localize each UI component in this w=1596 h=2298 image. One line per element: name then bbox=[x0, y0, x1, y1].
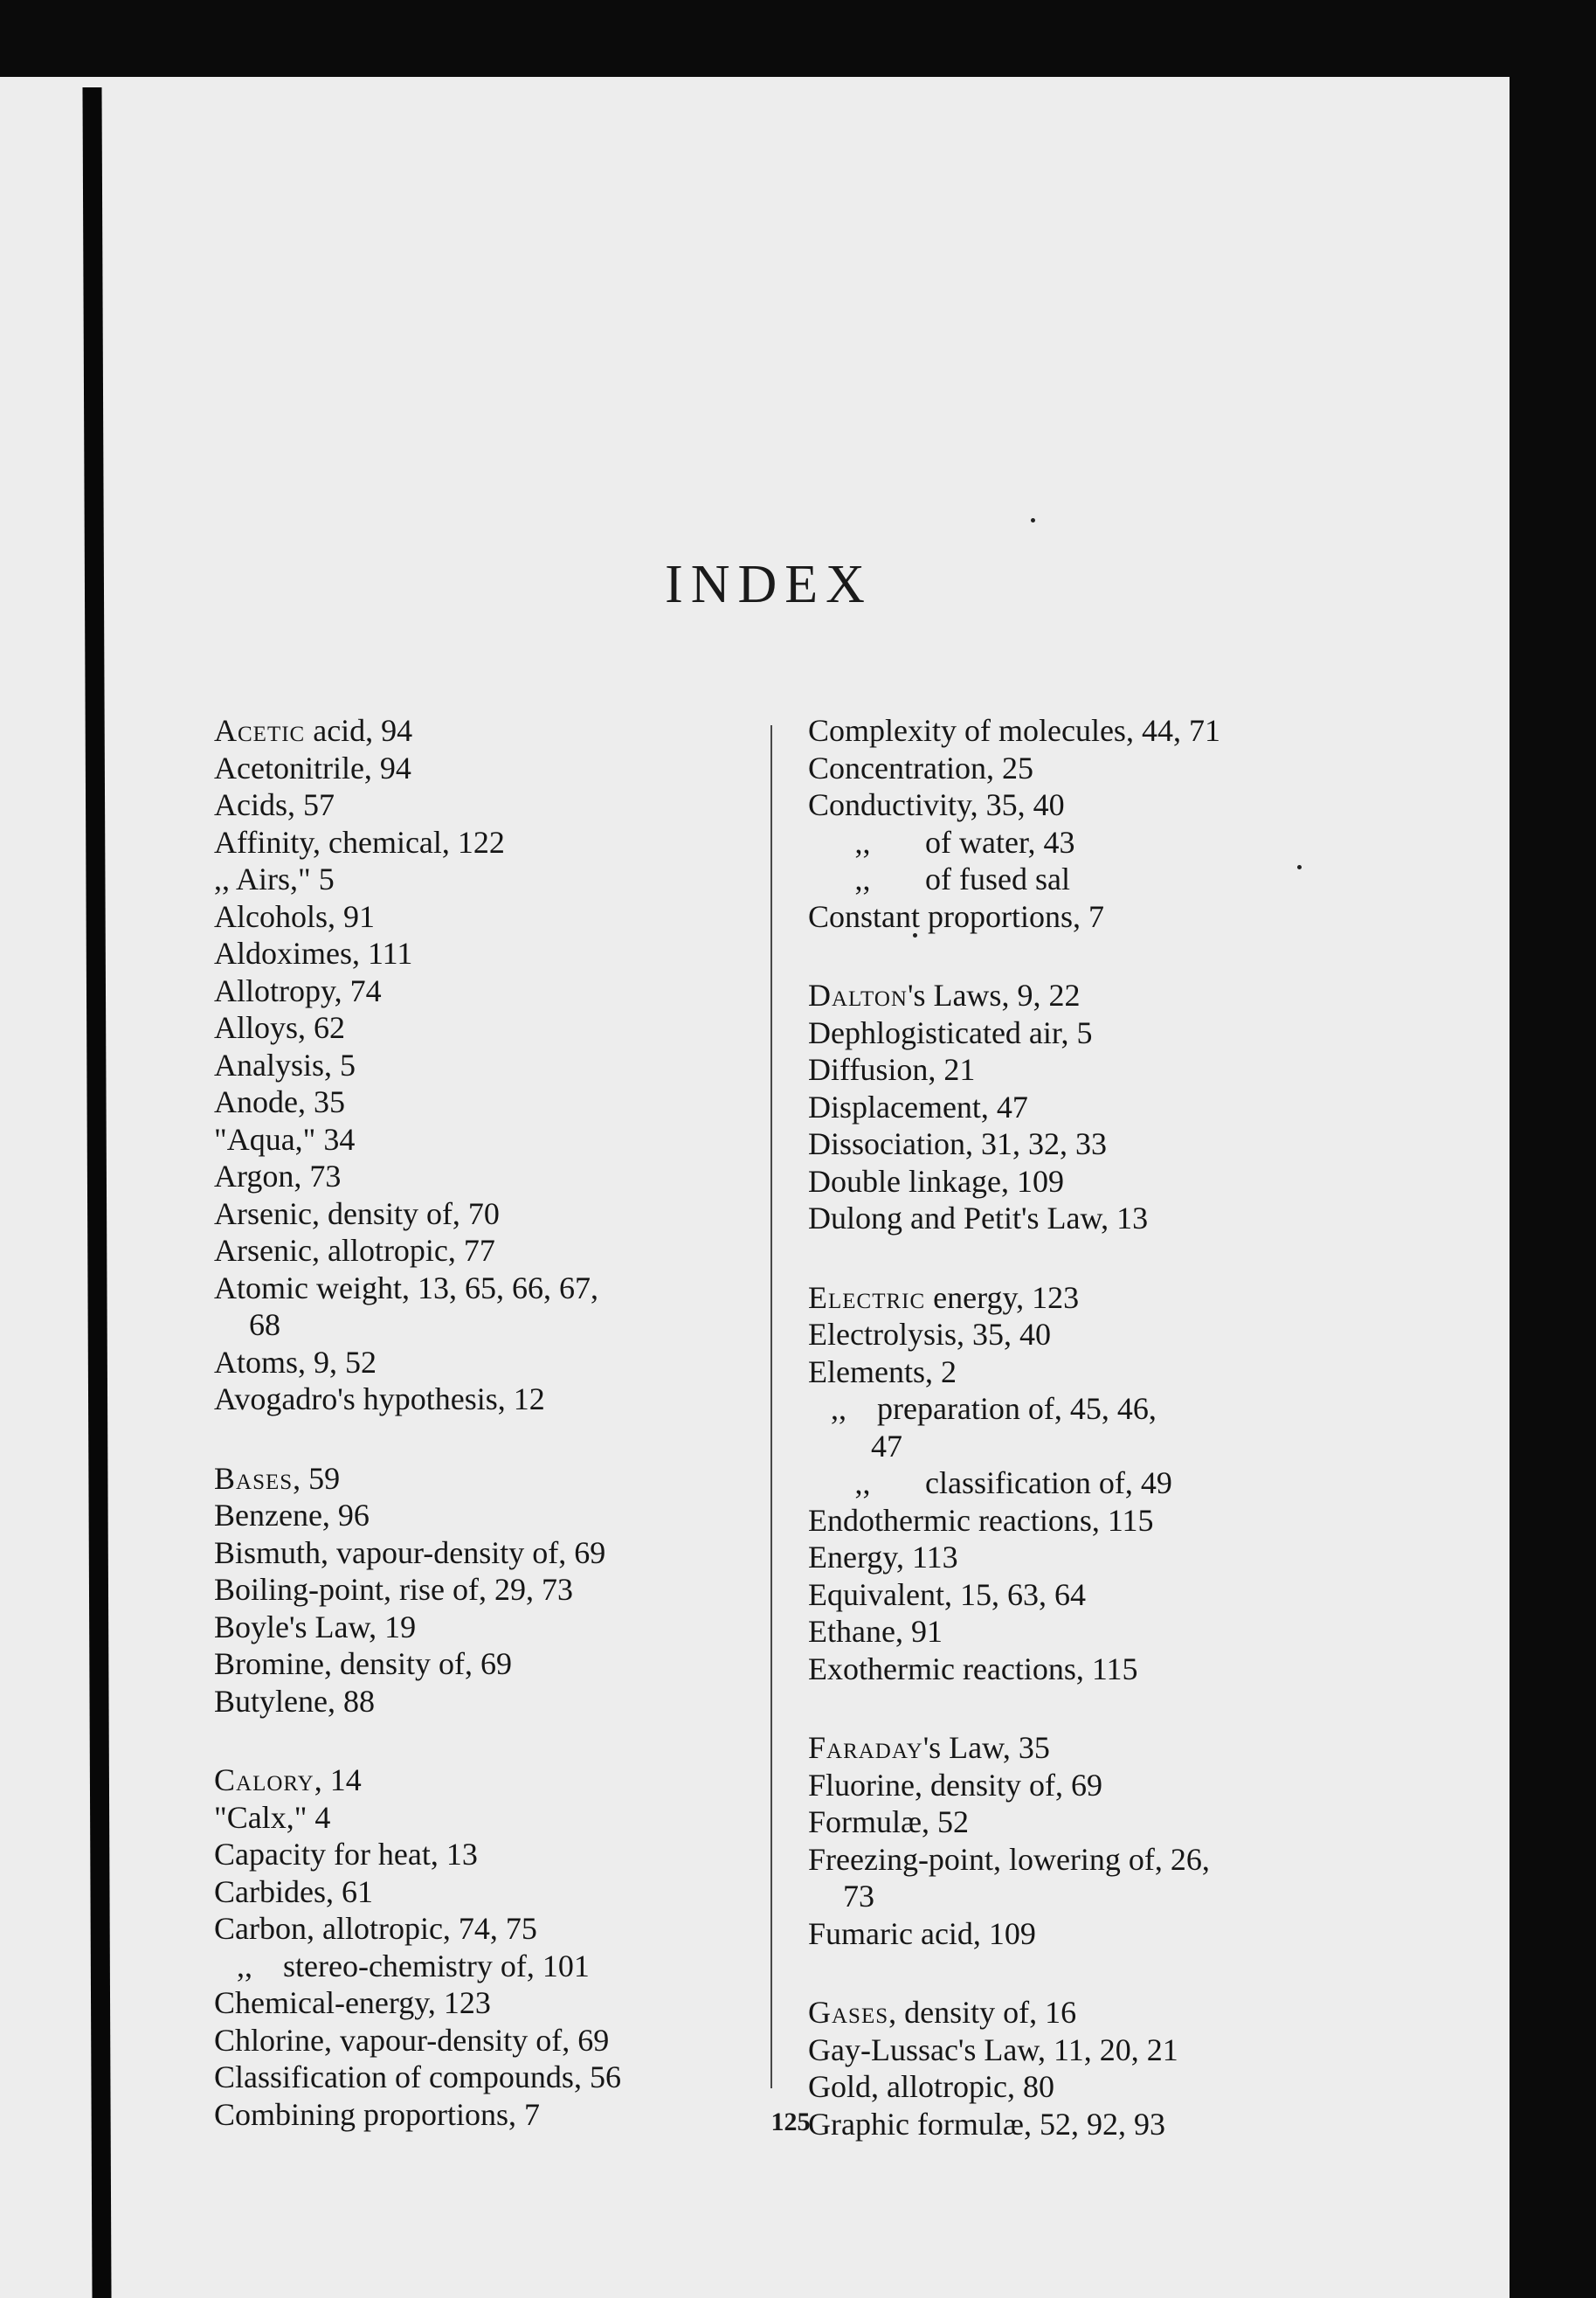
index-entry-text: Exothermic reactions, 115 bbox=[808, 1651, 1138, 1686]
index-entry-text: 47 bbox=[871, 1428, 902, 1464]
index-entry-text: , 14 bbox=[314, 1762, 362, 1797]
index-entry-text: stereo-chemistry of, 101 bbox=[275, 1948, 590, 1983]
index-entry-text: Chlorine, vapour-density of, 69 bbox=[214, 2022, 610, 2058]
index-entry bbox=[808, 1163, 1367, 1201]
index-entry-text: ,, Airs," 5 bbox=[214, 862, 335, 896]
index-entry bbox=[808, 1464, 1367, 1502]
index-section bbox=[214, 712, 782, 1418]
index-entry bbox=[808, 1200, 1367, 1237]
index-entry bbox=[214, 1910, 782, 1948]
index-entry-text: Butylene, 88 bbox=[214, 1683, 375, 1719]
index-entry-text: Gold, allotropic, 80 bbox=[808, 2069, 1054, 2104]
index-entry bbox=[214, 1344, 782, 1381]
index-entry-text: energy, 123 bbox=[925, 1279, 1080, 1315]
index-entry-text: Arsenic, density of, 70 bbox=[214, 1195, 500, 1231]
index-head-word: Faraday bbox=[808, 1730, 923, 1765]
print-speck bbox=[913, 933, 917, 938]
print-speck bbox=[1031, 518, 1035, 523]
column-divider bbox=[770, 725, 772, 2088]
index-entry-text: Bismuth, vapour-density of, 69 bbox=[214, 1534, 606, 1570]
index-entry-text: Complexity of molecules, 44, 71 bbox=[808, 713, 1220, 748]
index-entry-text: , 59 bbox=[293, 1460, 341, 1496]
index-head-word: Electric bbox=[808, 1279, 926, 1315]
index-entry-text: Anode, 35 bbox=[214, 1084, 345, 1119]
index-entry bbox=[871, 1428, 1367, 1465]
index-entry-text: Alcohols, 91 bbox=[214, 898, 375, 934]
index-entry bbox=[808, 1390, 1367, 1428]
index-entry-text: Boyle's Law, 19 bbox=[214, 1609, 417, 1644]
index-entry bbox=[214, 1270, 782, 1307]
index-entry bbox=[808, 1539, 1367, 1576]
index-entry-text: Affinity, chemical, 122 bbox=[214, 824, 505, 860]
index-entry-text: Equivalent, 15, 63, 64 bbox=[808, 1576, 1086, 1612]
index-entry bbox=[808, 977, 1367, 1014]
index-entry-text: Aldoximes, 111 bbox=[214, 936, 413, 971]
index-entry bbox=[214, 1984, 782, 2022]
index-entry bbox=[214, 972, 782, 1010]
index-entry bbox=[808, 898, 1367, 936]
index-entry bbox=[808, 1125, 1367, 1163]
index-entry-text: , density of, 16 bbox=[888, 1995, 1077, 2030]
index-entry bbox=[214, 712, 782, 750]
index-entry bbox=[808, 1915, 1367, 1953]
index-section bbox=[214, 1460, 782, 1720]
index-entry bbox=[808, 1353, 1367, 1391]
index-entry-text: Acids, 57 bbox=[214, 787, 335, 822]
index-entry bbox=[214, 1762, 782, 1799]
index-entry-text: Combining proportions, 7 bbox=[214, 2096, 541, 2132]
index-entry bbox=[214, 935, 782, 972]
index-entry bbox=[808, 750, 1367, 787]
index-entry-text: Classification of compounds, 56 bbox=[214, 2059, 621, 2094]
index-entry bbox=[808, 1014, 1367, 1052]
ditto-mark: ,, bbox=[854, 824, 871, 860]
index-entry bbox=[808, 1279, 1367, 1317]
index-entry-text: Atoms, 9, 52 bbox=[214, 1344, 377, 1380]
index-entry bbox=[214, 898, 782, 936]
index-entry bbox=[214, 824, 782, 862]
index-entry-text: Electrolysis, 35, 40 bbox=[808, 1317, 1051, 1352]
index-entry-text: "Calx," 4 bbox=[214, 1799, 331, 1835]
index-entry-text: Capacity for heat, 13 bbox=[214, 1837, 478, 1872]
index-entry bbox=[808, 712, 1367, 750]
index-entry-text: of water, 43 bbox=[917, 824, 1075, 860]
index-entry-text: Diffusion, 21 bbox=[808, 1052, 976, 1087]
page-number: 125 bbox=[770, 2108, 811, 2136]
index-entry bbox=[214, 1609, 782, 1646]
index-column-right bbox=[808, 712, 1367, 2184]
index-entry-text: Fumaric acid, 109 bbox=[808, 1915, 1036, 1951]
index-entry bbox=[214, 786, 782, 824]
index-entry bbox=[808, 2032, 1367, 2069]
index-entry bbox=[808, 1651, 1367, 1688]
index-entry-text: Avogadro's hypothesis, 12 bbox=[214, 1381, 545, 1416]
index-entry bbox=[808, 1803, 1367, 1841]
index-entry-text: Energy, 113 bbox=[808, 1540, 958, 1575]
index-entry bbox=[214, 1047, 782, 1084]
index-section bbox=[808, 1279, 1367, 1688]
index-head-word: Bases bbox=[214, 1460, 294, 1496]
index-entry bbox=[214, 1534, 782, 1572]
index-entry bbox=[808, 1089, 1367, 1126]
index-entry-text: Formulæ, 52 bbox=[808, 1804, 970, 1839]
index-section bbox=[808, 977, 1367, 1237]
index-entry bbox=[808, 1841, 1367, 1879]
index-entry bbox=[808, 1729, 1367, 1767]
index-entry bbox=[214, 1381, 782, 1418]
index-entry bbox=[808, 1051, 1367, 1089]
index-entry-text: Allotropy, 74 bbox=[214, 972, 382, 1008]
index-entry-text: acid, 94 bbox=[305, 713, 413, 748]
index-entry bbox=[214, 1460, 782, 1498]
index-entry bbox=[843, 1878, 1367, 1915]
index-section bbox=[808, 1729, 1367, 1952]
index-entry-text: Displacement, 47 bbox=[808, 1089, 1028, 1125]
index-entry-text: preparation of, 45, 46, bbox=[869, 1391, 1157, 1426]
index-entry-text: Alloys, 62 bbox=[214, 1010, 346, 1045]
index-entry bbox=[214, 1195, 782, 1233]
index-entry bbox=[214, 2022, 782, 2059]
ditto-mark: ,, bbox=[854, 1465, 871, 1500]
index-entry bbox=[214, 1836, 782, 1873]
index-entry bbox=[214, 1121, 782, 1159]
index-entry-text: Chemical-energy, 123 bbox=[214, 1985, 491, 2020]
index-entry-text: classification of, 49 bbox=[917, 1465, 1172, 1500]
index-head-word: Calory bbox=[214, 1762, 314, 1797]
index-entry-text: Double linkage, 109 bbox=[808, 1163, 1064, 1199]
index-entry-text: Acetonitrile, 94 bbox=[214, 750, 411, 786]
index-entry bbox=[808, 786, 1367, 824]
print-speck bbox=[1297, 865, 1302, 869]
index-entry-text: Atomic weight, 13, 65, 66, 67, bbox=[214, 1270, 598, 1305]
index-entry bbox=[808, 1767, 1367, 1804]
index-entry bbox=[214, 861, 782, 898]
ditto-mark: ,, bbox=[237, 1948, 252, 1983]
index-entry bbox=[808, 1502, 1367, 1540]
index-entry-text: Graphic formulæ, 52, 92, 93 bbox=[808, 2106, 1165, 2142]
index-entry bbox=[808, 1316, 1367, 1353]
index-head-word: Acetic bbox=[214, 713, 306, 748]
index-entry bbox=[214, 1571, 782, 1609]
index-entry bbox=[808, 1994, 1367, 2032]
index-entry-text: 's Laws, 9, 22 bbox=[907, 978, 1081, 1013]
index-entry bbox=[808, 1576, 1367, 1614]
index-entry bbox=[808, 824, 1367, 862]
index-entry-text: of fused sal bbox=[917, 862, 1070, 896]
index-entry-text: Argon, 73 bbox=[214, 1159, 342, 1194]
index-entry-text: Concentration, 25 bbox=[808, 750, 1033, 786]
index-entry-text: Carbon, allotropic, 74, 75 bbox=[214, 1911, 537, 1946]
ditto-mark: ,, bbox=[854, 862, 871, 896]
page-title: INDEX bbox=[665, 555, 873, 614]
index-entry bbox=[249, 1306, 782, 1344]
index-entry bbox=[214, 1232, 782, 1270]
index-entry bbox=[214, 2059, 782, 2096]
index-entry-text: 73 bbox=[843, 1879, 874, 1914]
index-entry bbox=[214, 1799, 782, 1837]
index-entry-text: 68 bbox=[249, 1307, 280, 1342]
index-entry bbox=[214, 750, 782, 787]
index-section bbox=[214, 1762, 782, 2133]
index-entry bbox=[808, 1613, 1367, 1651]
index-entry-text: Fluorine, density of, 69 bbox=[808, 1767, 1102, 1803]
index-entry-text: Gay-Lussac's Law, 11, 20, 21 bbox=[808, 2032, 1178, 2067]
index-entry-text: Ethane, 91 bbox=[808, 1614, 943, 1649]
index-entry bbox=[214, 1873, 782, 1911]
index-entry-text: Dulong and Petit's Law, 13 bbox=[808, 1201, 1149, 1236]
index-entry-text: Boiling-point, rise of, 29, 73 bbox=[214, 1572, 573, 1607]
index-entry-text: Dissociation, 31, 32, 33 bbox=[808, 1126, 1107, 1161]
index-entry-text: Arsenic, allotropic, 77 bbox=[214, 1233, 495, 1268]
ditto-mark: ,, bbox=[831, 1391, 846, 1426]
index-entry bbox=[214, 1083, 782, 1121]
index-section bbox=[808, 712, 1367, 935]
index-entry bbox=[808, 861, 1367, 898]
index-entry-text: Bromine, density of, 69 bbox=[214, 1646, 512, 1681]
index-entry-text: Dephlogisticated air, 5 bbox=[808, 1014, 1093, 1050]
index-entry bbox=[214, 1683, 782, 1720]
index-entry-text: Analysis, 5 bbox=[214, 1047, 356, 1083]
index-entry-text: "Aqua," 34 bbox=[214, 1121, 356, 1157]
index-entry-text: Benzene, 96 bbox=[214, 1498, 370, 1533]
index-entry bbox=[808, 2068, 1367, 2106]
index-head-word: Dalton bbox=[808, 978, 908, 1013]
index-column-left bbox=[214, 712, 782, 2175]
index-entry-text: Freezing-point, lowering of, 26, bbox=[808, 1841, 1210, 1877]
index-entry-text: 's Law, 35 bbox=[922, 1730, 1050, 1765]
index-entry-text: Conductivity, 35, 40 bbox=[808, 787, 1065, 822]
index-entry-text: Carbides, 61 bbox=[214, 1873, 373, 1909]
index-entry bbox=[214, 1645, 782, 1683]
index-entry-text: Constant proportions, 7 bbox=[808, 898, 1104, 934]
index-entry-text: Elements, 2 bbox=[808, 1353, 957, 1389]
index-entry-text: Endothermic reactions, 115 bbox=[808, 1502, 1154, 1538]
index-head-word: Gases bbox=[808, 1995, 889, 2030]
index-entry bbox=[214, 1009, 782, 1047]
index-entry bbox=[214, 1497, 782, 1534]
index-entry bbox=[214, 1948, 782, 1985]
index-entry bbox=[214, 1158, 782, 1195]
